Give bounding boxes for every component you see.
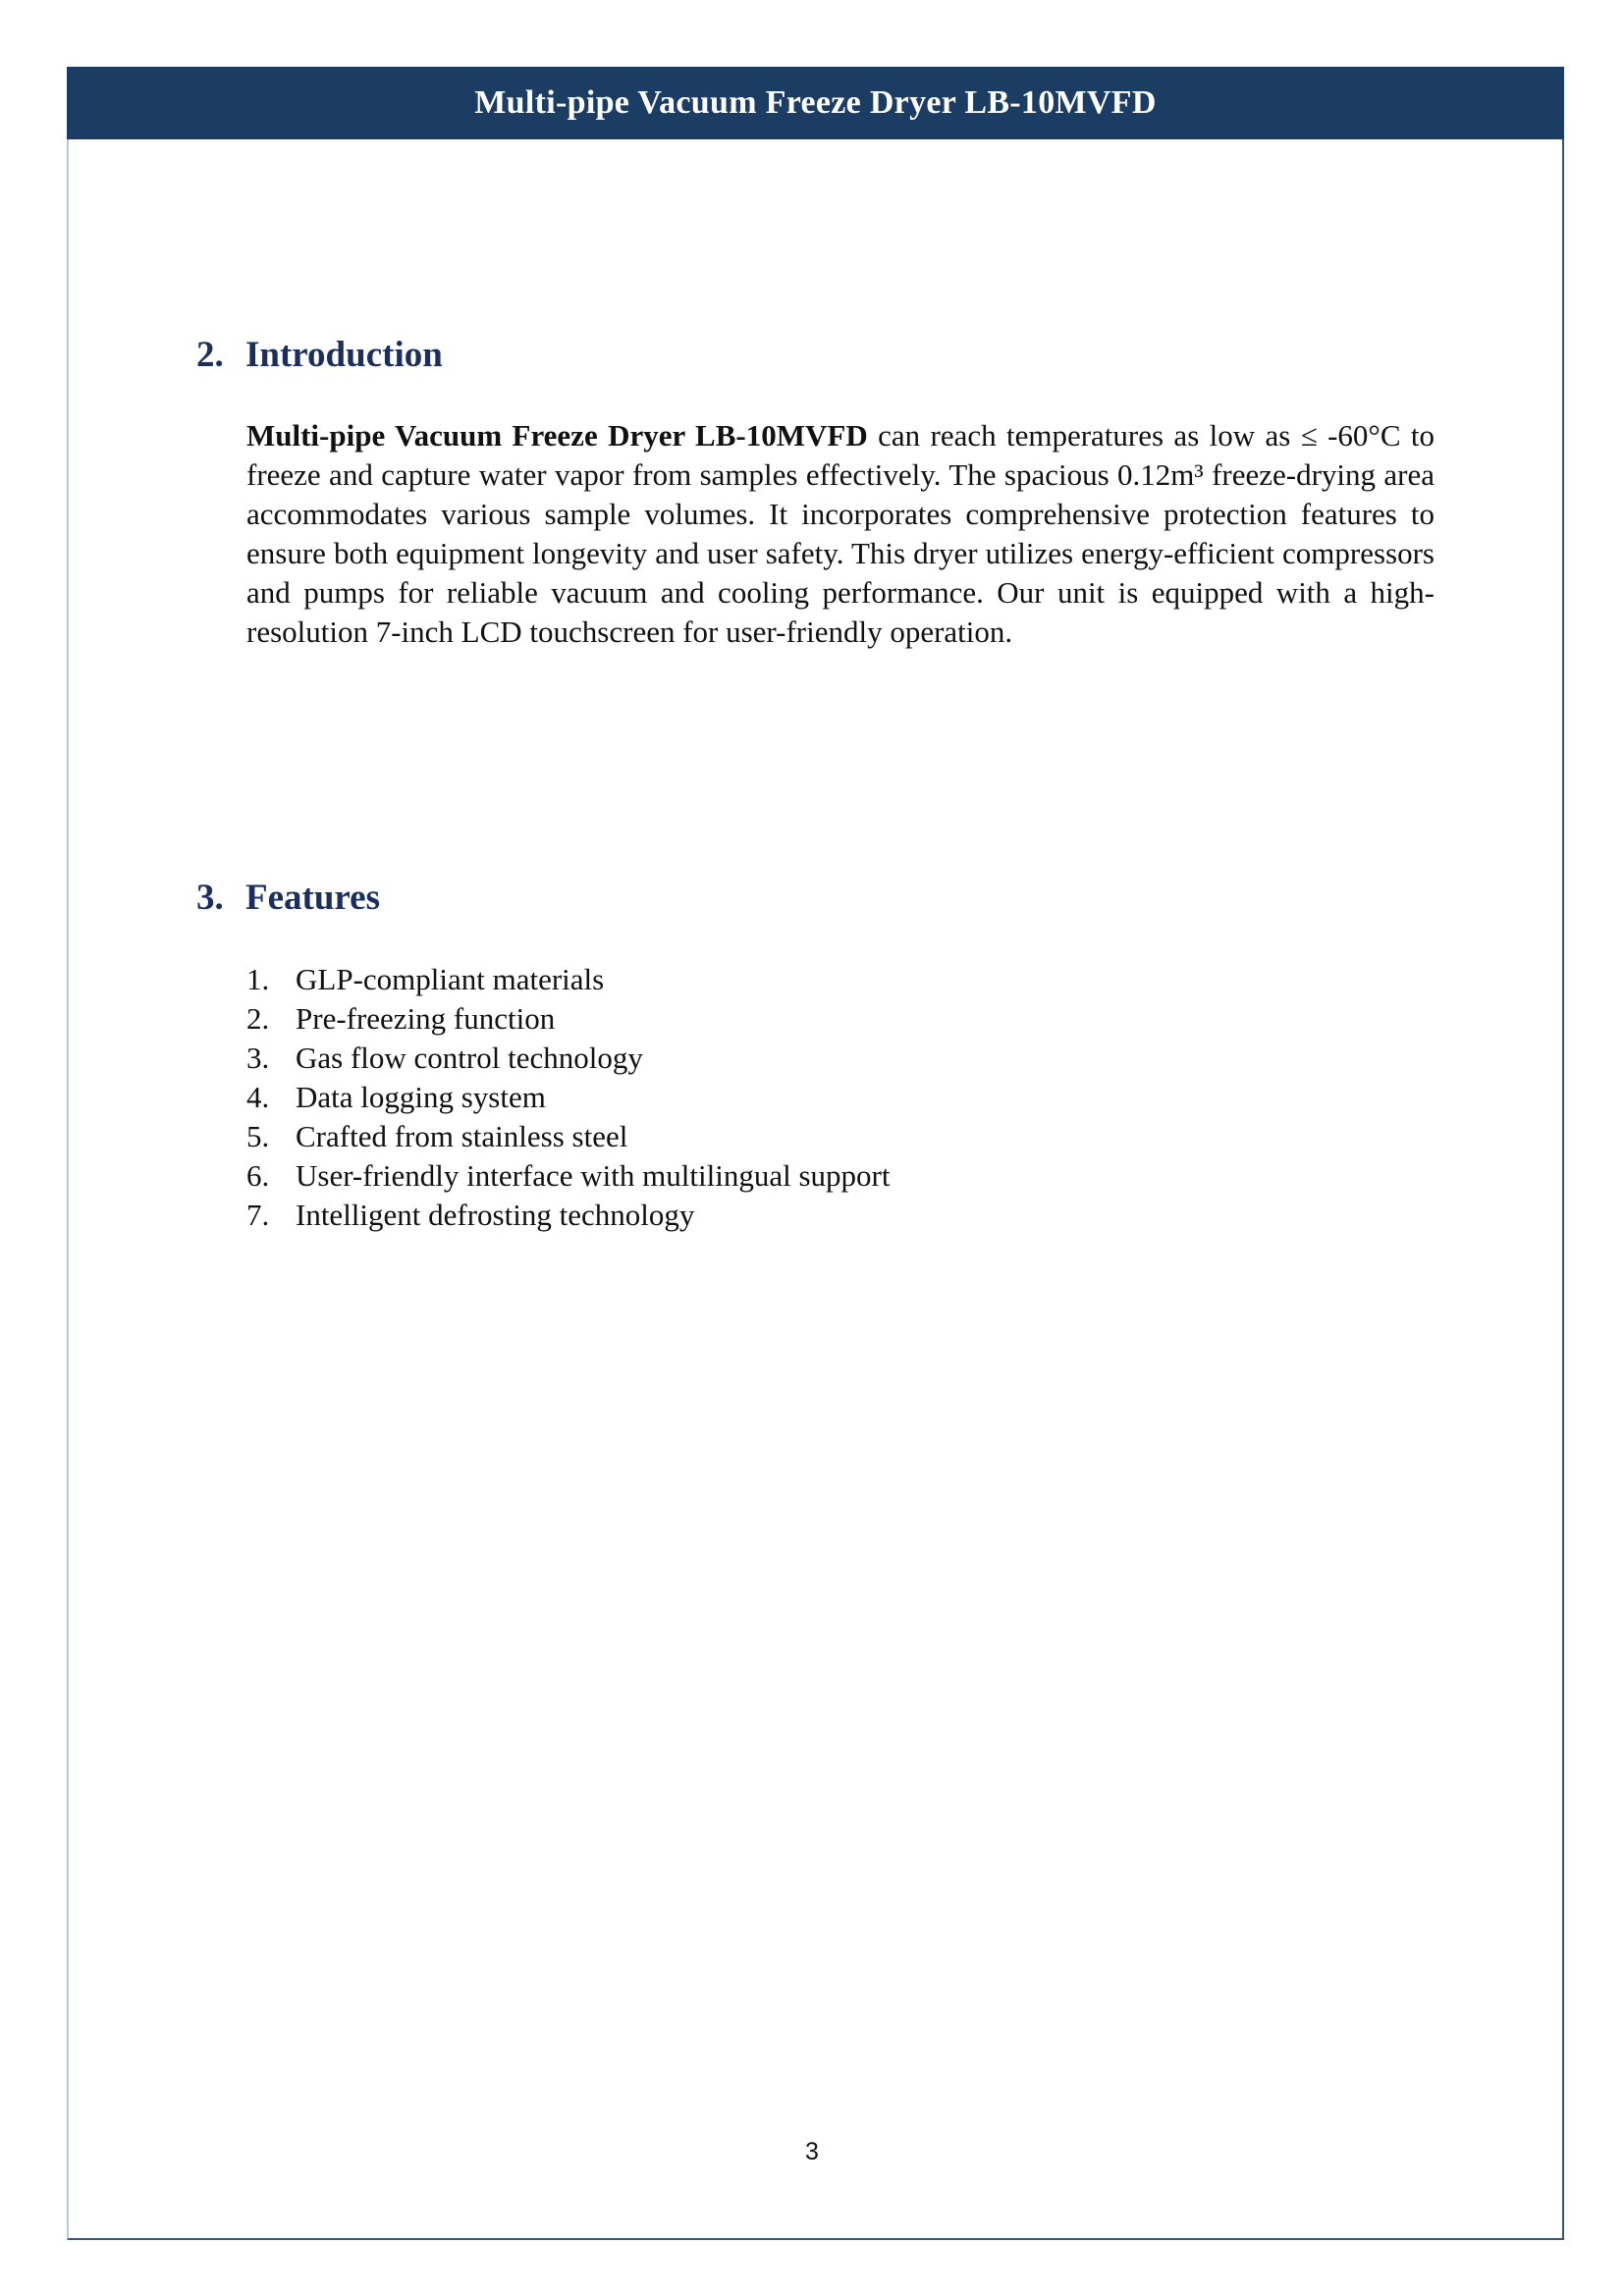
feature-item — [246, 1196, 890, 1235]
header-bar — [67, 67, 1564, 139]
feature-number: 7. — [246, 1198, 270, 1232]
introduction-heading — [196, 334, 443, 376]
feature-item — [246, 960, 890, 999]
feature-item — [246, 1117, 890, 1156]
introduction-paragraph — [246, 416, 1435, 652]
features-number: 3. — [196, 878, 224, 918]
feature-text: Pre-freezing function — [296, 1001, 556, 1036]
features-heading — [196, 877, 380, 919]
feature-number: 6. — [246, 1158, 270, 1193]
feature-number: 3. — [246, 1041, 270, 1075]
document-title: Multi-pipe Vacuum Freeze Dryer LB-10MVFD — [474, 84, 1157, 121]
introduction-lead: Multi-pipe Vacuum Freeze Dryer LB-10MVFD — [246, 418, 868, 453]
feature-text: Crafted from stainless steel — [296, 1119, 628, 1153]
features-title: Features — [245, 878, 380, 918]
introduction-number: 2. — [196, 335, 224, 375]
feature-number: 1. — [246, 962, 270, 996]
feature-item — [246, 999, 890, 1039]
feature-text: Data logging system — [296, 1080, 546, 1114]
feature-number: 5. — [246, 1119, 270, 1153]
feature-item — [246, 1156, 890, 1196]
feature-text: User-friendly interface with multilingual support — [296, 1158, 891, 1193]
feature-number: 4. — [246, 1080, 270, 1114]
feature-text: Intelligent defrosting technology — [296, 1198, 695, 1232]
page-number: 3 — [805, 2138, 819, 2165]
introduction-body: can reach temperatures as low as ≤ -60°C to freeze and capture water vapor from samples effectively. The spacious 0.12m³ freeze-drying area accommodates various sample volumes. It incorporates comprehensive protection features to ensure both equipment longevity and user safety. This dryer utilizes energy-efficient compressors and pumps for reliable vacuum and cooling performance. Our unit is equipped with a high-resolution 7-inch LCD touchscreen for user-friendly operation. — [246, 418, 1435, 649]
feature-item — [246, 1039, 890, 1078]
feature-item — [246, 1078, 890, 1117]
features-list — [246, 960, 890, 1235]
feature-text: GLP-compliant materials — [296, 962, 605, 996]
feature-number: 2. — [246, 1001, 270, 1036]
feature-text: Gas flow control technology — [296, 1041, 643, 1075]
introduction-title: Introduction — [245, 335, 443, 375]
